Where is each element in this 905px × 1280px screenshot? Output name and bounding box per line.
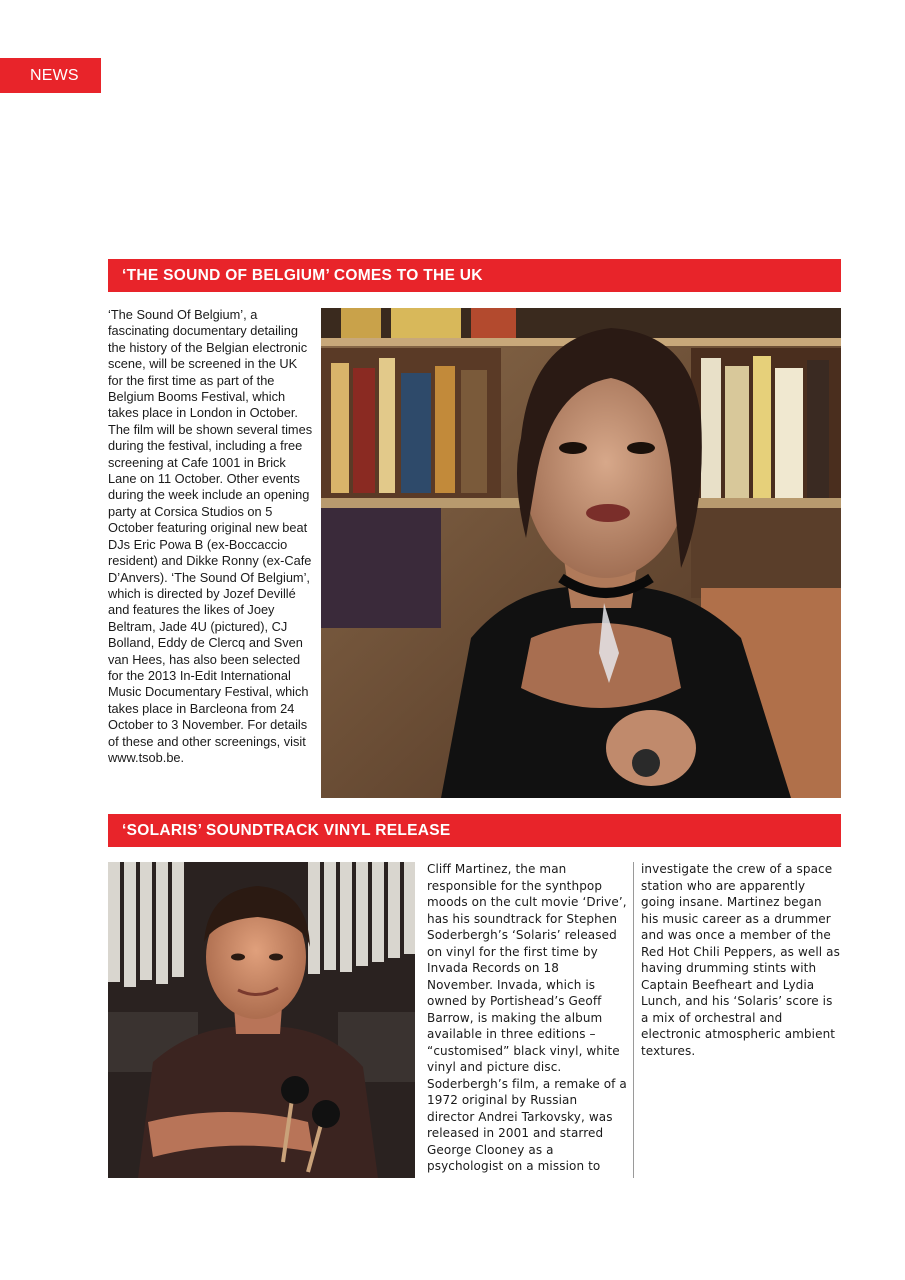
article2-headline: ‘SOLARIS’ SOUNDTRACK VINYL RELEASE: [108, 814, 841, 847]
article1-headline: ‘THE SOUND OF BELGIUM’ COMES TO THE UK: [108, 259, 841, 292]
article2-column1: Cliff Martinez, the man responsible for the synthpop moods on the cult movie ‘Drive’, has his soundtrack for Stephen Soderbergh’s ‘Solaris’ released on vinyl for the first time by Invada Records on 18 November. Invada, which is owned by Portishead’s Geoff Barrow, is making the album available in three editions – “customised” black vinyl, white vinyl and picture disc. Soderbergh’s film, a remake of a 1972 original by Russian director Andrei Tarkovsky, was released in 2001 and starred George Clooney as a psychologist on a mission to: [427, 862, 627, 1173]
article2-column2: investigate the crew of a space station who are apparently going insane. Martinez began his music career as a drummer and was once a member of the Red Hot Chili Peppers, as well as having drumming stints with Captain Beefheart and Lydia Lunch, and his ‘Solaris’ score is a mix of orchestral and electronic atmospheric ambient textures.: [641, 862, 840, 1058]
article2-photo: [108, 862, 415, 1178]
column-divider: [633, 862, 634, 1178]
section-tag-news: NEWS: [0, 58, 101, 93]
article1-photo: [321, 308, 841, 798]
article1-body: ‘The Sound Of Belgium’, a fascinating documentary detailing the history of the Belgian electronic scene, will be screened in the UK for the first time as part of the Belgium Booms Festival, which takes place in London in October. The film will be shown several times during the festival, including a free screening at Cafe 1001 in Brick Lane on 11 October. Other events during the week include an opening party at Corsica Studios on 5 October featuring original new beat DJs Eric Powa B (ex-Boccaccio resident) and Dikke Ronny (ex-Cafe D’Anvers). ‘The Sound Of Belgium’, which is directed by Jozef Devillé and features the likes of Joey Beltram, Jade 4U (pictured), CJ Bolland, Eddy de Clercq and Sven van Hees, has also been selected for the 2013 In-Edit International Music Documentary Festival, which takes place in Barcleona from 24 October to 3 November. For details of these and other screenings, visit www.tsob.be.: [108, 307, 313, 765]
